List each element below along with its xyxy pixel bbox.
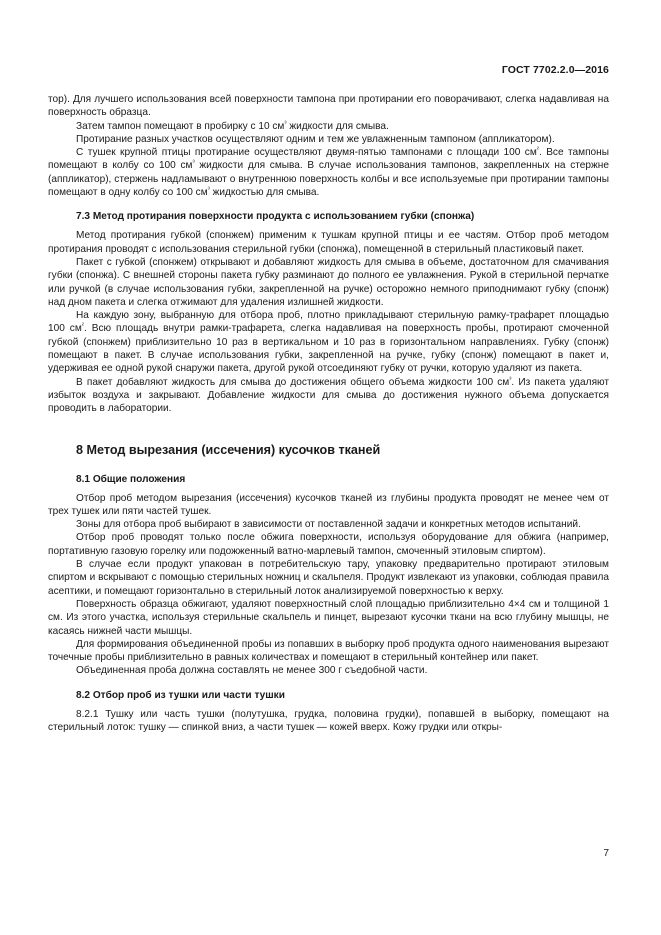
paragraph: Поверхность образца обжигают, удаляют поверхностный слой площадью приблизительно 4×4 см и толщиной 1 см. Из этого участка, используя стерильные скальпель и пинцет, вырезают кусочки ткани на всю глубину мышцы, не касаясь нижней части мышцы. bbox=[48, 598, 609, 637]
section-heading-8-2: 8.2 Отбор проб из тушки или части тушки bbox=[76, 689, 285, 701]
paragraph: тор). Для лучшего использования всей поверхности тампона при протирании его поворачивают, слегка надавливая на поверхность образца. bbox=[48, 94, 609, 119]
paragraph: С тушек крупной птицы протирание осуществляют двумя-пятью тампонами с площади 100 $см^{^2}$. Все тампоны помещают в колбу со 100 $см^{^3}$ жидкости для смыва. В случае использования тампонов, закрепленных на стержне (аппликатор), стержень надламывают о внутреннюю поверхность колбы и все используемые при протирании тампоны помещают в одну колбу со 100 $см^{^3}$ жидкостью для смыва. bbox=[48, 146, 609, 199]
paragraph: В случае если продукт упакован в потребительскую тару, упаковку предварительно протирают этиловым спиртом и вскрывают с помощью стерильных ножниц и скальпеля. Продукт извлекают из упаковки, соблюдая правила асептики, и помещают горизонтально в стерильный лоток анализируемой поверхностью к верху. bbox=[48, 559, 609, 597]
paragraph: 8.2.1 Тушку или часть тушки (полутушка, грудка, половина грудки), попавшей в выборку, помещают на стерильный лоток: тушку — спинкой вниз, а части тушек — кожей вверх. Кожу грудки или откры- bbox=[48, 708, 609, 733]
paragraph: Объединенная проба должна составлять не менее 300 г съедобной части. bbox=[76, 665, 428, 677]
section-heading-8: 8 Метод вырезания (иссечения) кусочков тканей bbox=[76, 442, 381, 457]
paragraph: Пакет с губкой (спонжем) открывают и добавляют жидкость для смыва в объеме, достаточном для смачивания губки (спонжа). С внешней стороны пакета губку разминают до полного ее увлажнения. Рукой в стерильной перчатке или ручкой (в случае использования губки, закрепленной на ручке) осторожно немного приподнимают губку (спонж) над дном пакета и слегка отжимают для удаления излишней жидкости. bbox=[48, 256, 609, 308]
page-number: 7 bbox=[603, 848, 609, 859]
paragraph: Для формирования объединенной пробы из попавших в выборку проб продукта одного наименования вырезают точечные пробы приблизительно в равных количествах и помещают в стерильный контейнер или пакет. bbox=[48, 638, 609, 664]
document-body bbox=[48, 93, 609, 734]
paragraph: Отбор проб проводят только после обжига поверхности, используя оборудование для обжига (например, портативную газовую горелку или подожженный ватно-марлевый тампон, смоченный этиловым спиртом). bbox=[48, 532, 609, 557]
paragraph: Зоны для отбора проб выбирают в зависимости от поставленной задачи и конкретных методов испытаний. bbox=[76, 519, 581, 531]
paragraph: В пакет добавляют жидкость для смыва до достижения общего объема жидкости 100 $см^{^3}$. Из пакета удаляют избыток воздуха и закрывают. Добавление жидкости для смыва до достижения нужного объема допускается проводить в лаборатории. bbox=[48, 375, 610, 415]
section-heading-7-3: 7.3 Метод протирания поверхности продукта с использованием губки (спонжа) bbox=[76, 211, 475, 223]
section-heading-8-1: 8.1 Общие положения bbox=[76, 473, 186, 485]
paragraph: Метод протирания губкой (спонжем) применим к тушкам крупной птицы и ее частям. Отбор проб методом протирания проводят с использования стерильной губки (спонжа), помещенной в стерильный пластиковый пакет. bbox=[48, 230, 609, 255]
paragraph: Отбор проб методом вырезания (иссечения) кусочков тканей из глубины продукта проводят не менее чем от трех тушек или пяти частей тушек. bbox=[48, 492, 609, 517]
paragraph: На каждую зону, выбранную для отбора проб, плотно прикладывают стерильную рамку-трафарет площадью 100 $см^{^2}$. Всю площадь внутри рамки-трафарета, слегка надавливая на поверхность пробы, протирают смоченной губкой (спонжем) приблизительно 10 раз в вертикальном и 10 раз в горизонтальном направлениях. Губку (спонж) помещают в пакет. В случае использования губки, закрепленной на ручке, губку (спонж) помещают в пакет и, удерживая ее одной рукой снаружи пакета, другой рукой отсоединяют губку от ручки, которую удаляют из пакета. bbox=[48, 310, 609, 375]
paragraph: Затем тампон помещают в пробирку с 10 $см^{^3}$ жидкости для смыва. bbox=[76, 119, 389, 132]
paragraph: Протирание разных участков осуществляют одним и тем же увлажненным тампоном (аппликатором). bbox=[76, 133, 555, 145]
document-code: ГОСТ 7702.2.0—2016 bbox=[501, 64, 609, 76]
